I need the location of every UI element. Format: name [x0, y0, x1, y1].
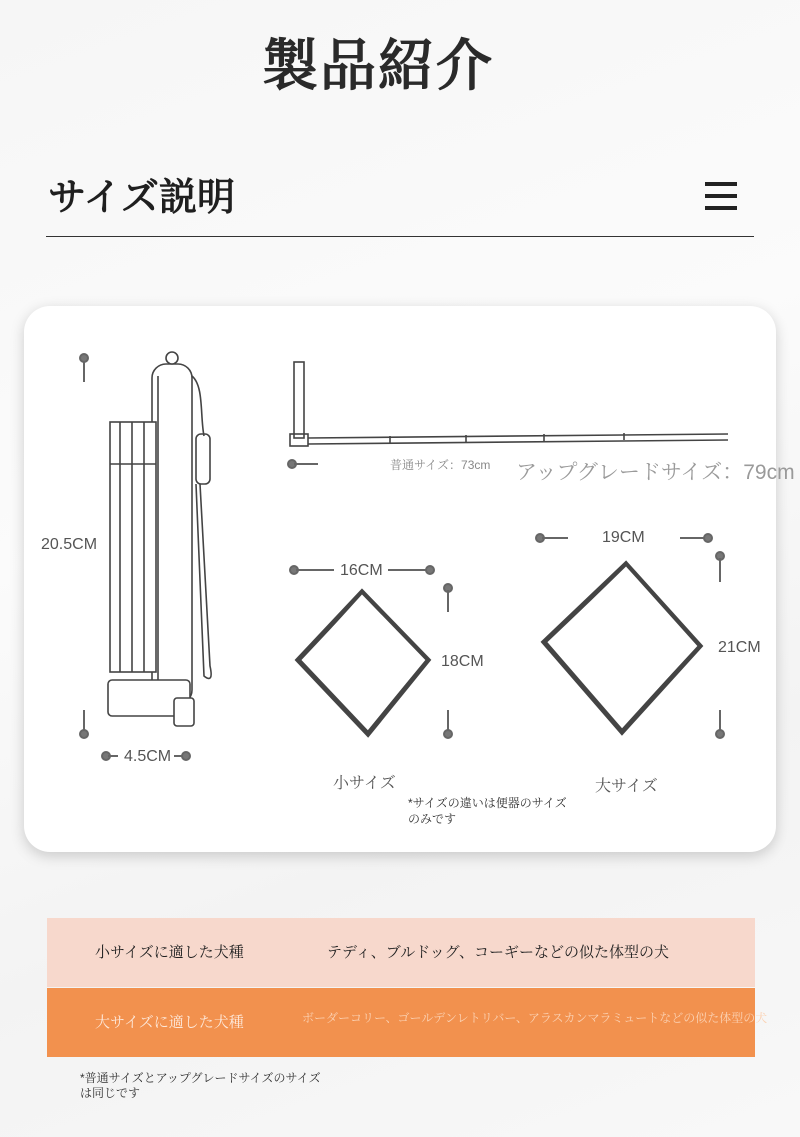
row-label: 小サイズに適した犬種 [95, 944, 244, 961]
normal-length-label: 普通サイズ：73cm [390, 458, 491, 472]
large-height-label: 21CM [718, 639, 761, 656]
divider [46, 236, 754, 237]
size-note: *サイズの違いは便器のサイズのみです [408, 796, 567, 826]
size-diagram-card [24, 306, 795, 852]
folded-width-label: 4.5CM [124, 748, 172, 765]
table-row [47, 988, 768, 1057]
hamburger-menu-icon[interactable] [705, 182, 737, 210]
folded-height-label: 20.5CM [41, 536, 98, 553]
large-width-label: 19CM [602, 529, 645, 546]
row-value: ボーダーコリー、ゴールデンレトリバー、アラスカンマラミュートなどの似た体型の犬 [302, 1011, 768, 1025]
row-label: 大サイズに適した犬種 [95, 1014, 244, 1031]
small-width-label: 16CM [340, 562, 383, 579]
small-size-caption: 小サイズ [333, 775, 396, 792]
small-height-label: 18CM [441, 653, 484, 670]
row-value: テディ、ブルドッグ、コーギーなどの似た体型の犬 [327, 944, 670, 961]
table-row [47, 918, 755, 987]
large-size-caption: 大サイズ [595, 778, 658, 795]
upgrade-length-label: アップグレードサイズ：79cm [516, 461, 795, 484]
footer-note: *普通サイズとアップグレードサイズのサイズは同じです [80, 1071, 321, 1100]
product-illustration [24, 306, 776, 852]
section-title: サイズ説明 [48, 177, 235, 219]
page-title: 製品紹介 [262, 34, 494, 97]
